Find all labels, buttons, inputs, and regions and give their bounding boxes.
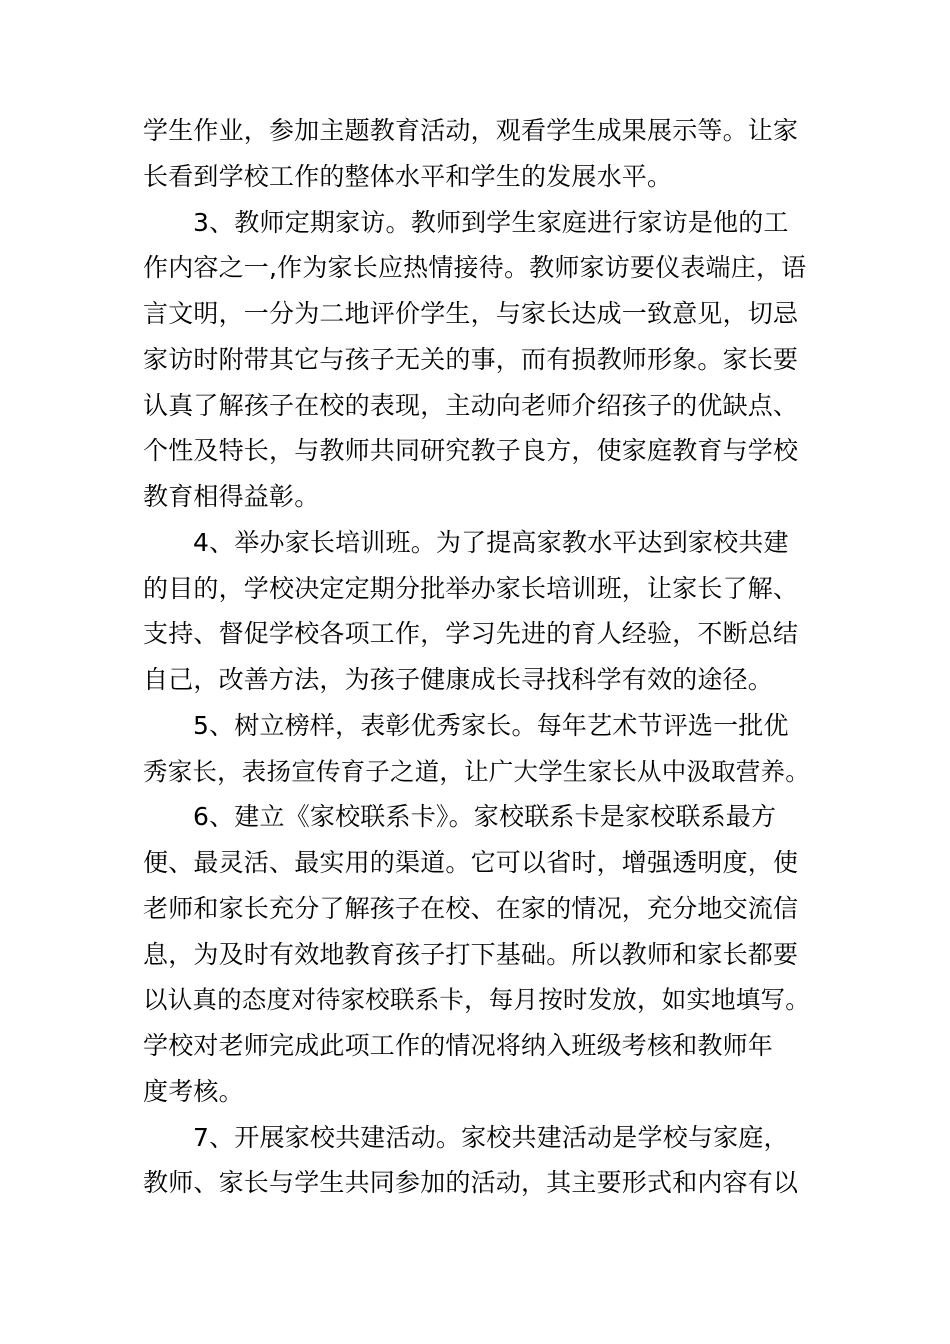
- text-line: 息，为及时有效地教育孩子打下基础。所以教师和家长都要: [143, 939, 799, 969]
- text-line: 的目的，学校决定定期分批举办家长培训班，让家长了解、: [143, 573, 799, 603]
- text-line: 作内容之一,作为家长应热情接待。教师家访要仪表端庄，语: [143, 253, 807, 283]
- paragraph-first-line: 5、树立榜样，表彰优秀家长。每年艺术节评选一批优: [193, 710, 789, 740]
- paragraph-first-line: 7、开展家校共建活动。家校共建活动是学校与家庭，: [193, 1122, 789, 1152]
- body-text: [143, 108, 813, 1206]
- text-line: 秀家长，表扬宣传育子之道，让广大学生家长从中汲取营养。: [143, 756, 810, 786]
- paragraph-first-line: 6、建立《家校联系卡》。家校联系卡是家校联系最方: [193, 802, 777, 832]
- paragraph-first-line: 4、举办家长培训班。为了提高家教水平达到家校共建: [193, 527, 789, 557]
- text-line: 长看到学校工作的整体水平和学生的发展水平。: [143, 161, 673, 191]
- text-line: 教师、家长与学生共同参加的活动，其主要形式和内容有以: [143, 1168, 799, 1198]
- text-line: 便、最灵活、最实用的渠道。它可以省时，增强透明度，使: [143, 848, 799, 877]
- paragraph-first-line: 3、教师定期家访。教师到学生家庭进行家访是他的工: [193, 207, 789, 237]
- text-line: 认真了解孩子在校的表现，主动向老师介绍孩子的优缺点、: [143, 390, 799, 420]
- text-line: 学校对老师完成此项工作的情况将纳入班级考核和教师年: [143, 1031, 774, 1060]
- text-line: 教育相得益彰。: [143, 482, 320, 511]
- text-line: 个性及特长，与教师共同研究教子良方，使家庭教育与学校: [143, 436, 799, 466]
- text-line: 以认真的态度对待家校联系卡，每月按时发放，如实地填写。: [143, 985, 810, 1015]
- text-line: 支持、督促学校各项工作，学习先进的育人经验，不断总结: [143, 619, 799, 649]
- text-line: 家访时附带其它与孩子无关的事，而有损教师形象。家长要: [143, 344, 799, 374]
- text-line: 学生作业，参加主题教育活动，观看学生成果展示等。让家: [143, 116, 799, 145]
- text-line: 自己，改善方法，为孩子健康成长寻找科学有效的途径。: [143, 665, 774, 694]
- text-line: 度考核。: [143, 1076, 244, 1106]
- text-line: 老师和家长充分了解孩子在校、在家的情况，充分地交流信: [143, 893, 799, 923]
- text-line: 言文明，一分为二地评价学生，与家长达成一致意见，切忌: [143, 299, 799, 328]
